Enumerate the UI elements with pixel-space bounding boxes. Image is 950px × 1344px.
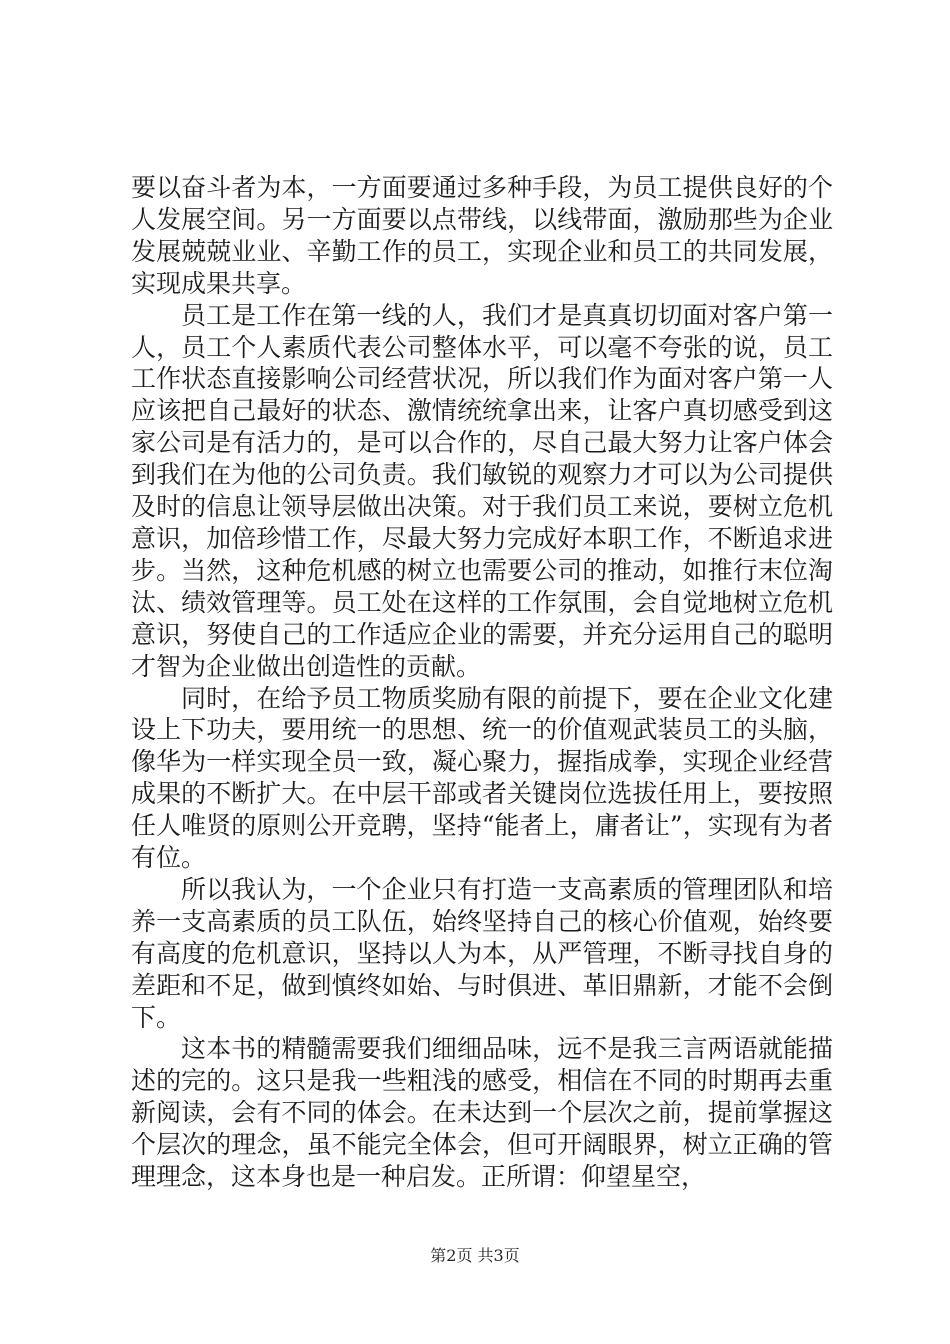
paragraph: 所以我认为，一个企业只有打造一支高素质的管理团队和培养一支高素质的员工队伍，始终坚持自己的核心价值观，始终要有高度的危机意识，坚持以人为本，从严管理，不断寻找自身的差距和不足，做到慎终如始、与时俱进、革旧鼎新，才能不会倒下。: [131, 874, 833, 1032]
paragraph: 同时，在给予员工物质奖励有限的前提下，要在企业文化建设上下功夫，要用统一的思想、统一的价值观武装员工的头脑，像华为一样实现全员一致，凝心聚力，握指成拳，实现企业经营成果的不断扩大。在中层干部或者关键岗位选拔任用上，要按照任人唯贤的原则公开竞聘，坚持“能者上，庸者让”，实现有为者有位。: [131, 683, 833, 873]
paragraph: 要以奋斗者为本，一方面要通过多种手段，为员工提供良好的个人发展空间。另一方面要以点带线，以线带面，激励那些为企业发展兢兢业业、辛勤工作的员工，实现企业和员工的共同发展，实现成果共享。: [131, 173, 833, 298]
page-number-footer: 第2页 共3页: [430, 1246, 520, 1265]
paragraph: 这本书的精髓需要我们细细品味，远不是我三言两语就能描述的完的。这只是我一些粗浅的感受，相信在不同的时期再去重新阅读，会有不同的体会。在未达到一个层次之前，提前掌握这个层次的理念，虽不能完全体会，但可开阔眼界，树立正确的管理理念，这本身也是一种启发。正所谓：仰望星空，: [131, 1034, 833, 1192]
paragraph: 员工是工作在第一线的人，我们才是真真切切面对客户第一人，员工个人素质代表公司整体水平，可以毫不夸张的说，员工工作状态直接影响公司经营状况，所以我们作为面对客户第一人应该把自己最好的状态、激情统统拿出来，让客户真切感受到这家公司是有活力的，是可以合作的，尽自己最大努力让客户体会到我们在为他的公司负责。我们敏锐的观察力才可以为公司提供及时的信息让领导层做出决策。对于我们员工来说，要树立危机意识，加倍珍惜工作，尽最大努力完成好本职工作，不断追求进步。当然，这种危机感的树立也需要公司的推动，如推行末位淘汰、绩效管理等。员工处在这样的工作氛围，会自觉地树立危机意识，努使自己的工作适应企业的需要，并充分运用自己的聪明才智为企业做出创造性的贡献。: [131, 300, 833, 681]
body-text: [131, 172, 833, 1193]
